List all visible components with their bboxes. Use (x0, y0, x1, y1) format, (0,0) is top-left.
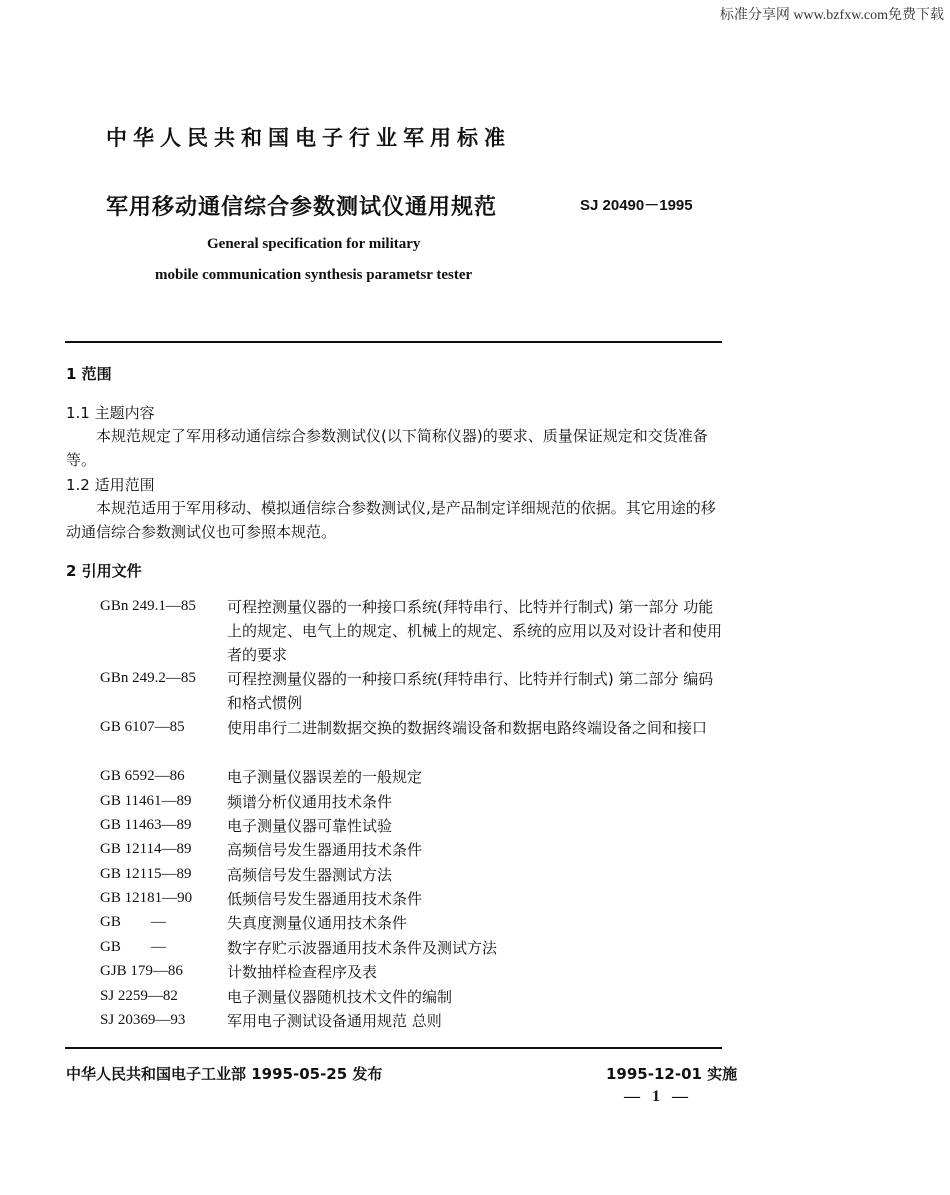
reference-code: SJ 20369—93 (100, 1012, 186, 1028)
standard-heading: 中华人民共和国电子行业军用标准 (106, 126, 511, 150)
section-1-1-heading: 1.1 主题内容 (66, 404, 155, 422)
page-number: — 1 — (624, 1088, 692, 1105)
reference-title: 计数抽样检查程序及表 (227, 963, 378, 981)
reference-title: 使用串行二进制数据交换的数据终端设备和数据电路终端设备之间和接口 (227, 719, 708, 737)
section-1-heading: 1 范围 (66, 365, 112, 383)
reference-title: 军用电子测试设备通用规范 总则 (227, 1012, 442, 1030)
reference-code: GB 12114—89 (100, 841, 192, 857)
reference-code: GBn 249.1—85 (100, 598, 196, 614)
header-divider (65, 341, 722, 343)
reference-code: GB 6592—86 (100, 768, 185, 784)
reference-code: SJ 2259—82 (100, 988, 178, 1004)
reference-title: 失真度测量仪通用技术条件 (227, 914, 408, 932)
reference-code: GB — (100, 914, 166, 930)
reference-title: 高频信号发生器通用技术条件 (227, 841, 423, 859)
section-2-heading: 2 引用文件 (66, 562, 142, 580)
section-1-2-text: 本规范适用于军用移动、模拟通信综合参数测试仪,是产品制定详细规范的依据。其它用途的移动通信综合参数测试仪也可参照本规范。 (66, 499, 716, 541)
reference-title: 可程控测量仪器的一种接口系统(拜特串行、比特并行制式) 第二部分 编码和格式惯例 (227, 670, 714, 712)
reference-code: GB 11461—89 (100, 793, 192, 809)
english-title-line-2: mobile communication synthesis parametsr tester (155, 267, 473, 283)
reference-title: 电子测量仪器可靠性试验 (227, 817, 393, 835)
section-1-2-heading: 1.2 适用范围 (66, 476, 155, 494)
document-title: 军用移动通信综合参数测试仪通用规范 (106, 195, 498, 220)
reference-code: GB 12115—89 (100, 866, 192, 882)
reference-code: GJB 179—86 (100, 963, 183, 979)
reference-title: 低频信号发生器通用技术条件 (227, 890, 423, 908)
issue-info: 中华人民共和国电子工业部 1995-05-25 发布 (66, 1065, 383, 1083)
reference-title: 数字存贮示波器通用技术条件及测试方法 (227, 939, 498, 957)
reference-code: GB 12181—90 (100, 890, 193, 906)
reference-code: GB 11463—89 (100, 817, 192, 833)
reference-title: 高频信号发生器测试方法 (227, 866, 393, 884)
section-1-1-text: 本规范规定了军用移动通信综合参数测试仪(以下简称仪器)的要求、质量保证规定和交货准备等。 (66, 427, 708, 469)
effective-date: 1995-12-01 实施 (606, 1065, 738, 1083)
watermark-text: 标准分享网 www.bzfxw.com免费下载 (719, 8, 944, 23)
reference-title: 频谱分析仪通用技术条件 (227, 793, 393, 811)
footer-divider (65, 1047, 722, 1049)
reference-code: GBn 249.2—85 (100, 670, 196, 686)
reference-title: 电子测量仪器误差的一般规定 (227, 768, 423, 786)
reference-title: 电子测量仪器随机技术文件的编制 (227, 988, 453, 1006)
english-title-line-1: General specification for military (207, 236, 421, 252)
reference-code: GB 6107—85 (100, 719, 185, 735)
reference-code: GB — (100, 939, 166, 955)
reference-title: 可程控测量仪器的一种接口系统(拜特串行、比特并行制式) 第一部分 功能上的规定、电气上的规定、机械上的规定、系统的应用以及对设计者和使用者的要求 (227, 598, 723, 664)
standard-code: SJ 20490－1995 (580, 197, 693, 214)
